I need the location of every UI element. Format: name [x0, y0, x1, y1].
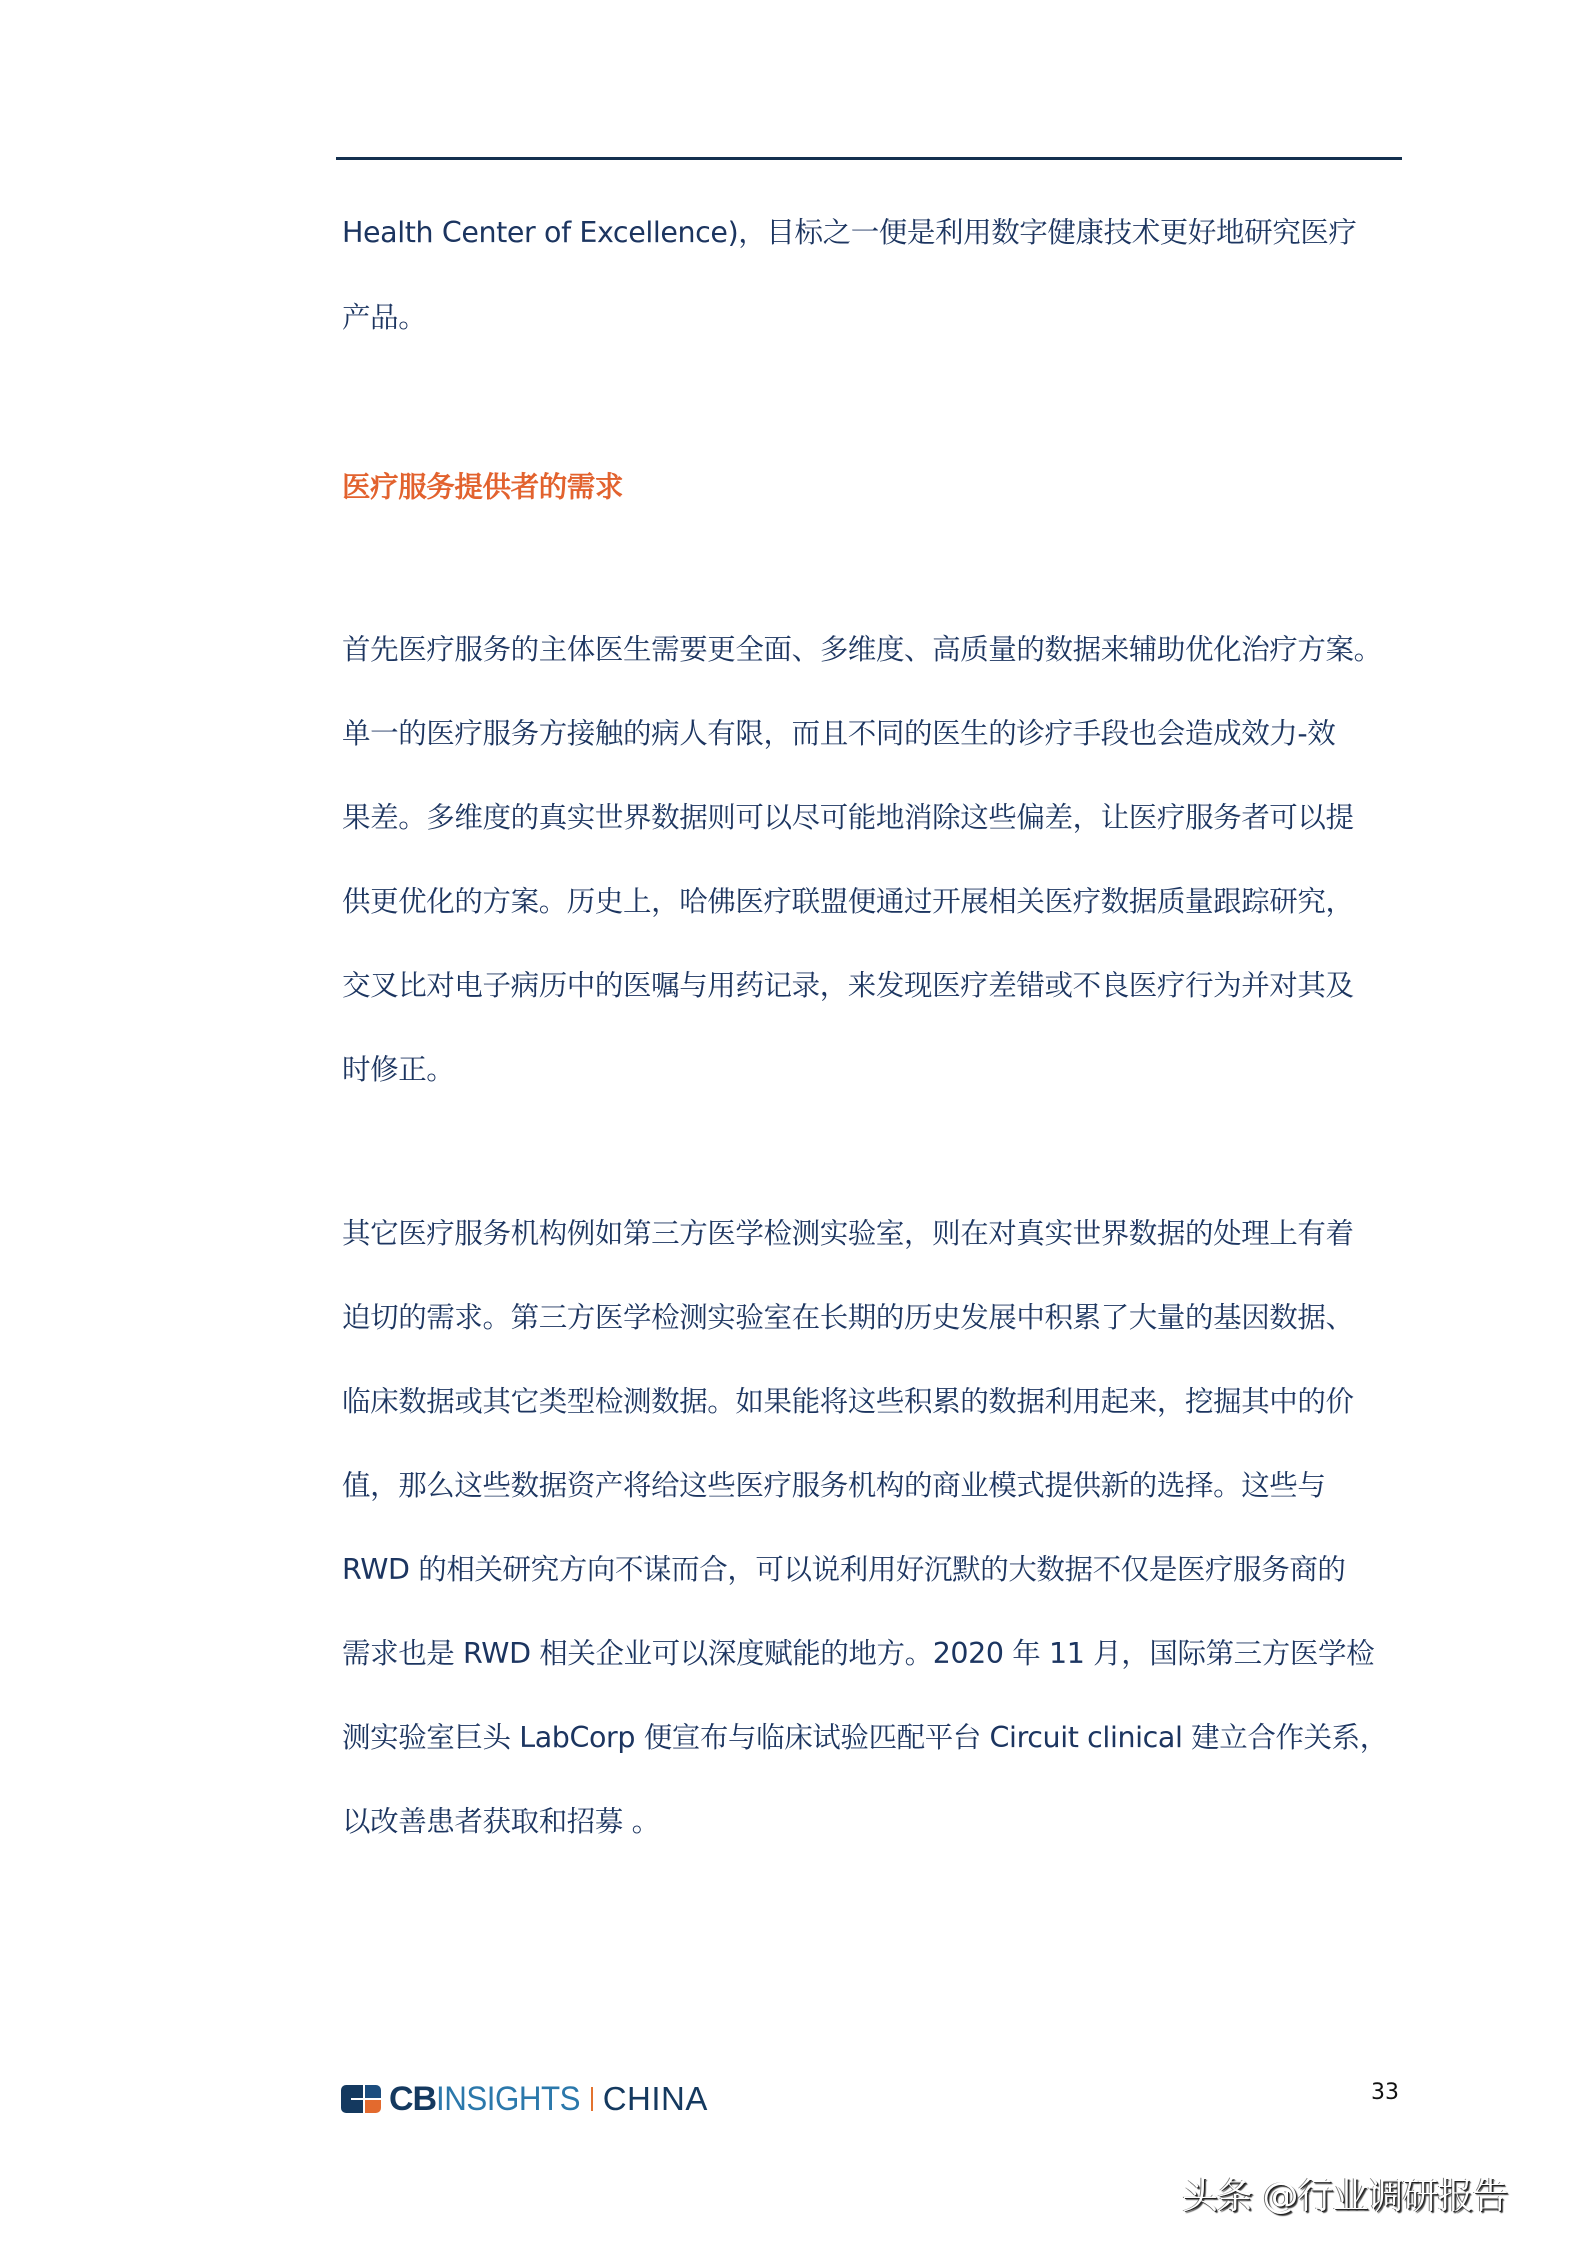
- logo-divider: [591, 2087, 593, 2111]
- paragraph-line: 值，那么这些数据资产将给这些医疗服务机构的商业模式提供新的选择。这些与: [342, 1469, 1326, 1502]
- paragraph-line: 交叉比对电子病历中的医嘱与用药记录，来发现医疗差错或不良医疗行为并对其及: [342, 969, 1354, 1002]
- logo-insights-text: INSIGHTS: [436, 2080, 581, 2118]
- paragraph-line: 测实验室巨头 LabCorp 便宣布与临床试验匹配平台 Circuit clinical 建立合作关系，: [342, 1721, 1388, 1754]
- paragraph-line: 果差。多维度的真实世界数据则可以尽可能地消除这些偏差，让医疗服务者可以提: [342, 801, 1354, 834]
- paragraph-line: 迫切的需求。第三方医学检测实验室在长期的历史发展中积累了大量的基因数据、: [342, 1301, 1354, 1334]
- page-number: 33: [1371, 2080, 1399, 2105]
- logo-china-text: CHINA: [602, 2080, 708, 2117]
- cb-insights-logo-icon: [341, 2085, 381, 2113]
- header-rule: [336, 157, 1402, 160]
- paragraph-line: 时修正。: [342, 1053, 455, 1086]
- paragraph-line: 以改善患者获取和招募 。: [342, 1805, 660, 1838]
- logo-cb-text: CB: [389, 2080, 437, 2118]
- intro-line: 产品。: [342, 301, 427, 334]
- paragraph-line: 其它医疗服务机构例如第三方医学检测实验室，则在对真实世界数据的处理上有着: [342, 1217, 1354, 1250]
- paragraph-line: RWD 的相关研究方向不谋而合，可以说利用好沉默的大数据不仅是医疗服务商的: [342, 1553, 1346, 1586]
- cb-insights-china-logo: [341, 2080, 708, 2118]
- intro-line: Health Center of Excellence)，目标之一便是利用数字健康技术更好地研究医疗: [342, 216, 1357, 249]
- watermark: 头条 @行业调研报告: [1182, 2176, 1508, 2217]
- paragraph-line: 单一的医疗服务方接触的病人有限，而且不同的医生的诊疗手段也会造成效力-效: [342, 717, 1336, 750]
- section-heading: 医疗服务提供者的需求: [342, 470, 624, 504]
- paragraph-line: 临床数据或其它类型检测数据。如果能将这些积累的数据利用起来，挖掘其中的价: [342, 1385, 1354, 1418]
- paragraph-line: 需求也是 RWD 相关企业可以深度赋能的地方。2020 年 11 月，国际第三方医学检: [342, 1637, 1375, 1670]
- paragraph-line: 供更优化的方案。历史上，哈佛医疗联盟便通过开展相关医疗数据质量跟踪研究，: [342, 885, 1354, 918]
- paragraph-line: 首先医疗服务的主体医生需要更全面、多维度、高质量的数据来辅助优化治疗方案。: [342, 633, 1382, 666]
